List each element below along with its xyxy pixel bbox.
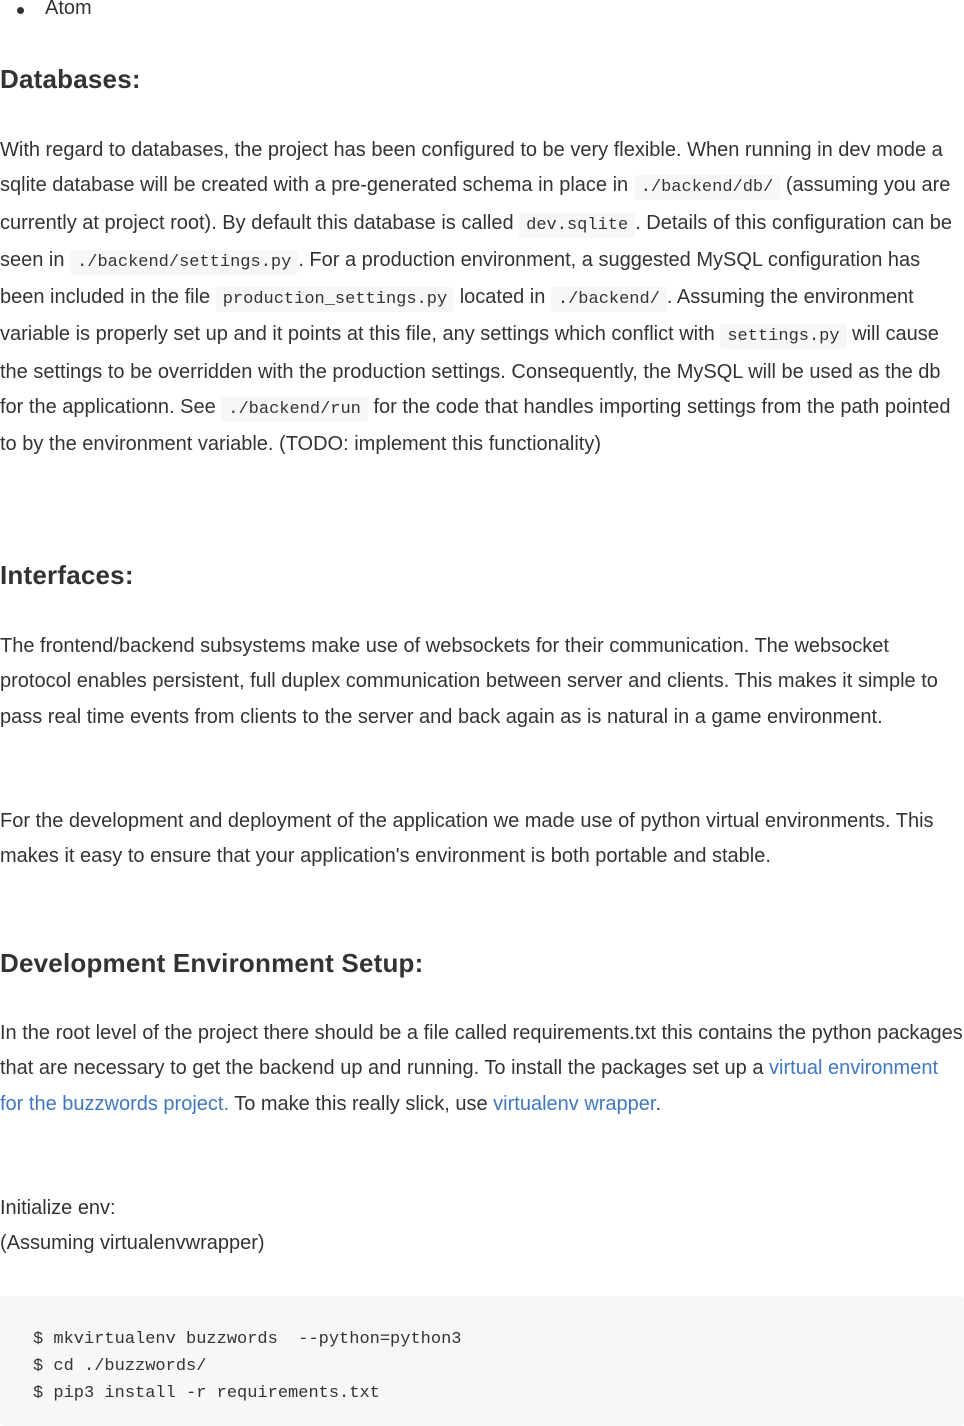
interfaces-paragraph: The frontend/backend subsystems make use of websockets for their communication. The websocket protocol enables persistent, full duplex communication between server and clients. This makes it simple to pass real time events from clients to the server and back again as is natural in a game environment. — [0, 635, 938, 728]
text: . Assuming the environment variable is properly set up and it points at this file, any settings which conflict with — [0, 286, 914, 346]
text: will cause the settings to be overridden with the production settings. Consequently, the MySQL will be used as the db for the applicationn. See — [0, 323, 941, 419]
code-line: $ mkvirtualenv buzzwords --python=python3 — [33, 1330, 462, 1349]
code-backend-path: ./backend/ — [551, 287, 667, 312]
code-line: $ pip3 install -r requirements.txt — [33, 1384, 380, 1403]
text: located in — [454, 286, 551, 309]
virtual-environment-link[interactable]: virtual environment for the buzzwords project. — [0, 1057, 939, 1115]
init-note: (Assuming virtualenvwrapper) — [0, 1232, 265, 1255]
text: . Details of this configuration can be seen in — [0, 211, 953, 271]
code-line: $ cd ./buzzwords/ — [33, 1357, 207, 1376]
code-run-path: ./backend/run — [221, 397, 368, 422]
code-dev-sqlite: dev.sqlite — [519, 213, 635, 238]
text: (assuming you are currently at project root). By default this database is called — [0, 174, 951, 234]
code-block — [0, 1296, 964, 1426]
bullet-icon — [17, 7, 24, 14]
setup-heading: Development Environment Setup: — [0, 948, 424, 978]
text: for the code that handles importing settings from the path pointed to by the environment variable. (TODO: implement this functionality) — [0, 396, 951, 456]
list-item — [0, 0, 92, 26]
code-settings-py: settings.py — [720, 324, 846, 349]
code-production-settings: production_settings.py — [216, 287, 454, 312]
text: With regard to databases, the project has been configured to be very flexible. When running in dev mode a sqlite database will be created with a pre-generated schema in place in — [0, 139, 943, 197]
virtualenv-wrapper-link[interactable]: virtualenv wrapper — [493, 1092, 656, 1115]
databases-heading: Databases: — [0, 64, 141, 94]
text: . — [655, 1092, 662, 1115]
editor-list — [0, 0, 92, 26]
virtualenv-paragraph: For the development and deployment of the application we made use of python virtual environments. This makes it easy to ensure that your application's environment is both portable and stable. — [0, 810, 934, 868]
init-label: Initialize env: — [0, 1197, 116, 1219]
text: In the root level of the project there should be a file called requirements.txt this contains the python packages that are necessary to get the backend up and running. To install the packages set up a — [0, 1022, 963, 1080]
list-item-label: Atom — [45, 0, 92, 19]
code-settings-path: ./backend/settings.py — [70, 250, 298, 275]
databases-paragraph — [0, 133, 964, 463]
text: To make this really slick, use — [229, 1092, 494, 1115]
init-paragraph — [0, 1191, 964, 1262]
setup-paragraph — [0, 1016, 964, 1122]
code-db-path: ./backend/db/ — [634, 175, 781, 200]
interfaces-heading: Interfaces: — [0, 560, 134, 590]
text: . For a production environment, a suggested MySQL configuration has been included in the file — [0, 248, 921, 309]
